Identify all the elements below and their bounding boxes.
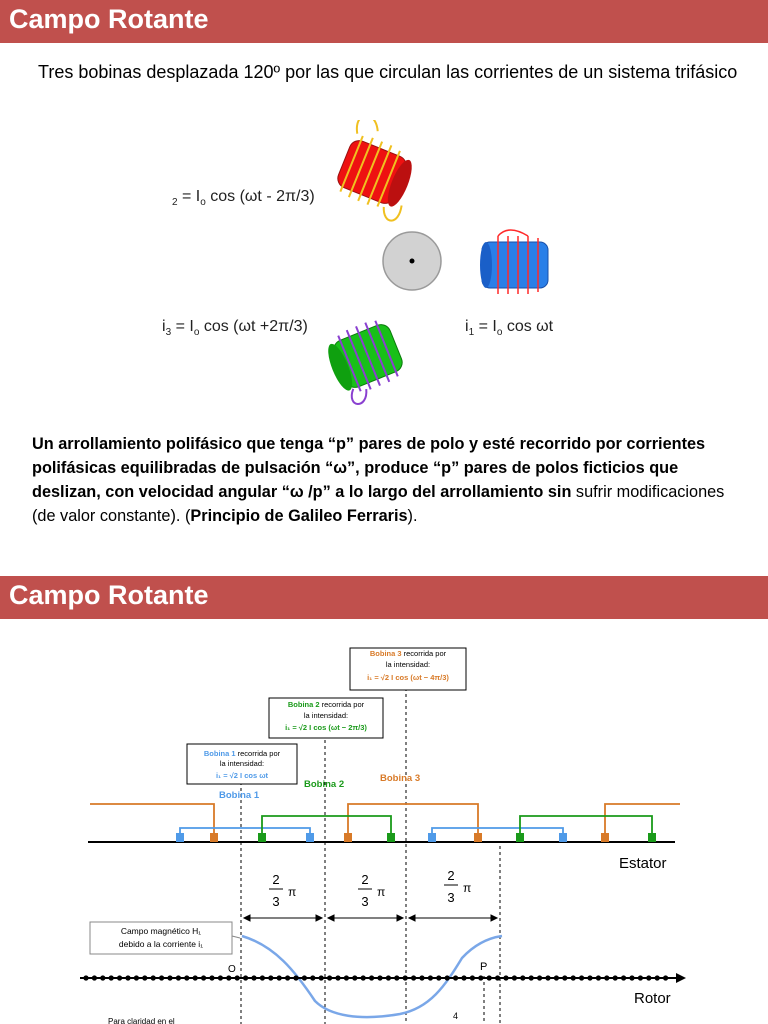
- rotor-dot: [243, 975, 248, 980]
- intro-text: Tres bobinas desplazada 120º por las que circulan las corrientes de un sistema trifásico: [38, 62, 738, 82]
- point-p-label: P: [480, 961, 488, 973]
- fraction-3: [444, 868, 471, 905]
- rotor-dot: [369, 975, 374, 980]
- rotor-dot: [377, 975, 382, 980]
- rotor-dot: [655, 975, 660, 980]
- fraction-2: [358, 872, 385, 909]
- clarity-note: Para claridad en el: [108, 1017, 175, 1024]
- formula-i1: $i_1 = I_o$ cos ωt: [465, 318, 554, 339]
- red-coil-image: [328, 120, 429, 223]
- rotor-label: Rotor: [634, 990, 671, 1007]
- rotor-dot: [209, 975, 214, 980]
- bobina-3-info-box: [350, 648, 466, 690]
- rotor-dot: [545, 975, 550, 980]
- svg-text:debido a la corriente i₁: debido a la corriente i₁: [118, 939, 204, 949]
- label-4: 4: [453, 1011, 459, 1021]
- rotor-dot: [268, 975, 273, 980]
- slide-2-title: Campo Rotante: [9, 580, 209, 610]
- svg-text:Bobina 3 recorrida por: Bobina 3 recorrida por: [369, 649, 447, 658]
- rotor-dot: [125, 975, 130, 980]
- label-bobina-2: Bobina 2: [304, 779, 345, 790]
- rotor-dot: [235, 975, 240, 980]
- rotor-dot: [167, 975, 172, 980]
- rotor-dot: [629, 975, 634, 980]
- rotor-dot: [201, 975, 206, 980]
- winding-bobina-2: [262, 816, 652, 837]
- rotor-dot: [537, 975, 542, 980]
- rotor-dot: [302, 975, 307, 980]
- blue-coil-image: [480, 230, 548, 294]
- svg-text:2: 2: [447, 868, 455, 883]
- svg-text:Bobina 1 recorrida por: Bobina 1 recorrida por: [203, 749, 281, 758]
- svg-text:i₁ = √2 I cos (ωt − 4π/3): i₁ = √2 I cos (ωt − 4π/3): [367, 673, 449, 682]
- rotor-dot: [193, 975, 198, 980]
- rotor-dot: [226, 975, 231, 980]
- rotor-dot: [218, 975, 223, 980]
- three-coils-illustration: [0, 120, 768, 410]
- green-coil-image: [321, 315, 411, 408]
- slide-2: [0, 576, 768, 1024]
- slide-1-title: Campo Rotante: [9, 4, 209, 34]
- rotor-dot: [428, 975, 433, 980]
- rotor-dot: [251, 975, 256, 980]
- svg-text:la intensidad:: la intensidad:: [303, 711, 349, 720]
- rotor-dot: [587, 975, 592, 980]
- rotor-dot: [403, 975, 408, 980]
- rotor-dot: [352, 975, 357, 980]
- fraction-1: [269, 872, 296, 909]
- rotor-dot: [453, 975, 458, 980]
- svg-text:la intensidad:: la intensidad:: [385, 660, 431, 669]
- rotor-dot: [411, 975, 416, 980]
- galileo-ferraris-paragraph: Un arrollamiento polifásico que tenga “p” pares de polo y esté recorrido por corrientes polifásicas equilibradas de pulsación “ω”, produce “p” pares de polos ficticios que deslizan, con velocidad angular “ω /p” a lo largo del arrollamiento sin sufrir modificaciones (de valor constante). (Principio de Galileo Ferraris).: [32, 435, 725, 525]
- label-bobina-3: Bobina 3: [380, 773, 421, 784]
- rotor-dot: [134, 975, 139, 980]
- rotor-dot: [663, 975, 668, 980]
- bobina-2-info-box: [269, 698, 383, 738]
- svg-text:2: 2: [272, 872, 280, 887]
- slide-gap: [0, 545, 768, 576]
- rotor-dot: [445, 975, 450, 980]
- rotor-dot: [646, 975, 651, 980]
- rotor-dot: [327, 975, 332, 980]
- svg-text:π: π: [288, 885, 297, 899]
- rotor-dot: [604, 975, 609, 980]
- rotor-dot: [621, 975, 626, 980]
- rotor-dot: [92, 975, 97, 980]
- estator-label: Estator: [619, 855, 667, 872]
- stator-conductors: [176, 833, 656, 842]
- bobina-1-info-box: [187, 744, 297, 784]
- rotor-dot: [487, 975, 492, 980]
- rotor-dot: [470, 975, 475, 980]
- svg-text:3: 3: [272, 894, 280, 909]
- rotor-dot: [596, 975, 601, 980]
- rotor-dot: [100, 975, 105, 980]
- rotor-dot: [571, 975, 576, 980]
- rotor-dot: [520, 975, 525, 980]
- dimension-arrows: [244, 915, 497, 921]
- svg-text:3: 3: [447, 890, 455, 905]
- rotor-dot: [335, 975, 340, 980]
- rotor-dot: [285, 975, 290, 980]
- rotor-disc-image: [383, 232, 441, 290]
- rotor-dot: [394, 975, 399, 980]
- rotor-dot: [310, 975, 315, 980]
- rotor-dot: [503, 975, 508, 980]
- formula-i3: $i_3 = I_o$ cos (ωt +2π/3): [162, 318, 308, 339]
- rotor-dot: [579, 975, 584, 980]
- svg-text:π: π: [377, 885, 386, 899]
- svg-text:i₁ = √2 I cos (ωt − 2π/3): i₁ = √2 I cos (ωt − 2π/3): [285, 723, 367, 732]
- campo-magnetico-label: [90, 922, 240, 954]
- rotor-dot: [529, 975, 534, 980]
- rotor-dot: [117, 975, 122, 980]
- rotor-dot: [184, 975, 189, 980]
- label-bobina-1: Bobina 1: [219, 790, 260, 801]
- rotor-dot: [176, 975, 181, 980]
- rotor-dot: [613, 975, 618, 980]
- rotor-dot: [260, 975, 265, 980]
- rotor-dot: [495, 975, 500, 980]
- origin-label: O: [228, 964, 236, 975]
- rotor-dot: [512, 975, 517, 980]
- rotor-dot: [344, 975, 349, 980]
- svg-text:2: 2: [361, 872, 369, 887]
- svg-text:Bobina 2 recorrida por: Bobina 2 recorrida por: [287, 700, 365, 709]
- rotor-dot: [419, 975, 424, 980]
- formula-i2: $_2 = I_o$ cos (ωt - 2π/3): [172, 188, 315, 209]
- svg-text:i₁ = √2 I cos ωt: i₁ = √2 I cos ωt: [215, 771, 269, 780]
- rotor-dot: [554, 975, 559, 980]
- rotor-dot: [142, 975, 147, 980]
- winding-bobina-1: [180, 828, 563, 837]
- rotor-dot: [277, 975, 282, 980]
- winding-bobina-3: [90, 804, 680, 837]
- rotor-dot: [319, 975, 324, 980]
- rotor-dot: [436, 975, 441, 980]
- rotor-dot: [562, 975, 567, 980]
- rotor-dot: [461, 975, 466, 980]
- rotor-dot: [83, 975, 88, 980]
- svg-text:la intensidad:: la intensidad:: [219, 759, 265, 768]
- rotor-dot: [638, 975, 643, 980]
- rotor-dot: [109, 975, 114, 980]
- svg-text:π: π: [463, 881, 472, 895]
- rotating-field-diagram: [0, 576, 768, 1024]
- slide-1-title-bar: [0, 0, 768, 43]
- rotor-dot: [151, 975, 156, 980]
- svg-text:3: 3: [361, 894, 369, 909]
- rotor-dot: [361, 975, 366, 980]
- rotor-dot: [478, 975, 483, 980]
- rotor-arrow: [676, 973, 686, 983]
- rotor-dot: [293, 975, 298, 980]
- svg-text:Campo magnético H₁: Campo magnético H₁: [120, 926, 202, 936]
- rotor-dot: [386, 975, 391, 980]
- rotor-dot: [159, 975, 164, 980]
